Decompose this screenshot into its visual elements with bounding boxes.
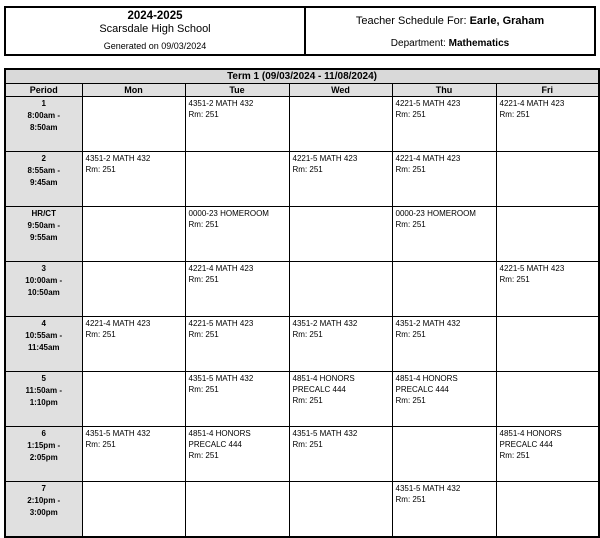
- room-text: Rm: 251: [395, 110, 426, 119]
- class-cell: [496, 317, 599, 372]
- class-cell: [289, 317, 392, 372]
- room-text: Rm: 251: [188, 451, 219, 460]
- period-row: [5, 152, 599, 207]
- period-start-time: 11:50am -: [25, 386, 62, 395]
- period-label: 6: [41, 429, 46, 438]
- period-row: [5, 427, 599, 482]
- period-start-time: 8:55am -: [27, 166, 60, 175]
- period-start-time: 2:10pm -: [27, 496, 61, 505]
- room-text: Rm: 251: [85, 330, 116, 339]
- class-cell: [82, 207, 185, 262]
- class-cell: [82, 97, 185, 152]
- course-text: 4221-5 MATH 423: [292, 154, 358, 163]
- period-start-time: 8:00am -: [27, 111, 60, 120]
- course-text: 4351-2 MATH 432: [188, 99, 254, 108]
- class-cell: [289, 97, 392, 152]
- class-cell: [392, 317, 496, 372]
- class-cell: [289, 262, 392, 317]
- course-text: 4221-4 MATH 423: [395, 154, 461, 163]
- period-cell: [5, 262, 82, 317]
- course-text: 4351-2 MATH 432: [395, 319, 461, 328]
- class-cell: [289, 372, 392, 427]
- period-end-time: 3:00pm: [29, 508, 58, 517]
- class-cell: [289, 152, 392, 207]
- course-text: 4221-5 MATH 423: [499, 264, 565, 273]
- period-label: 7: [41, 484, 46, 493]
- class-cell: [289, 482, 392, 538]
- class-cell: [185, 427, 289, 482]
- period-cell: [5, 97, 82, 152]
- class-cell: [185, 262, 289, 317]
- course-text: 4851-4 HONORS: [499, 429, 562, 438]
- class-cell: [289, 427, 392, 482]
- column-header-fri: Fri: [496, 84, 599, 97]
- school-year: 2024-2025: [127, 10, 183, 22]
- period-row: [5, 317, 599, 372]
- course-text: 4851-4 HONORS: [395, 374, 458, 383]
- period-label: 1: [41, 99, 46, 108]
- period-end-time: 9:45am: [29, 178, 58, 187]
- period-label: 4: [41, 319, 46, 328]
- class-cell: [496, 372, 599, 427]
- course-text: 4221-5 MATH 423: [395, 99, 461, 108]
- period-end-time: 1:10pm: [29, 398, 58, 407]
- course-text: 4351-5 MATH 432: [395, 484, 461, 493]
- room-text: Rm: 251: [395, 220, 426, 229]
- course-text: 4851-4 HONORS: [188, 429, 251, 438]
- course-text: PRECALC 444: [188, 440, 242, 449]
- class-cell: [82, 262, 185, 317]
- room-text: Rm: 251: [395, 396, 426, 405]
- room-text: Rm: 251: [188, 110, 219, 119]
- course-text: 4351-5 MATH 432: [292, 429, 358, 438]
- class-cell: [185, 372, 289, 427]
- class-cell: [82, 372, 185, 427]
- period-start-time: 9:50am -: [27, 221, 60, 230]
- column-header-mon: Mon: [82, 84, 185, 97]
- course-text: 0000-23 HOMEROOM: [188, 209, 269, 218]
- room-text: Rm: 251: [499, 275, 530, 284]
- class-cell: [392, 207, 496, 262]
- class-cell: [496, 427, 599, 482]
- course-text: 4221-4 MATH 423: [188, 264, 254, 273]
- period-cell: [5, 427, 82, 482]
- course-text: 4351-5 MATH 432: [85, 429, 151, 438]
- period-end-time: 2:05pm: [29, 453, 58, 462]
- class-cell: [392, 372, 496, 427]
- room-text: Rm: 251: [395, 330, 426, 339]
- column-header-thu: Thu: [392, 84, 496, 97]
- period-label: 3: [41, 264, 46, 273]
- room-text: Rm: 251: [292, 330, 323, 339]
- room-text: Rm: 251: [188, 275, 219, 284]
- class-cell: [185, 207, 289, 262]
- column-header-period: Period: [5, 84, 82, 97]
- period-cell: [5, 372, 82, 427]
- period-label: 2: [41, 154, 46, 163]
- generated-date: Generated on 09/03/2024: [103, 41, 207, 51]
- period-end-time: 8:50am: [29, 123, 58, 132]
- class-cell: [185, 152, 289, 207]
- course-text: 4351-2 MATH 432: [292, 319, 358, 328]
- period-row: [5, 207, 599, 262]
- class-cell: [82, 427, 185, 482]
- period-end-time: 10:50am: [27, 288, 60, 297]
- class-cell: [82, 317, 185, 372]
- column-header-tue: Tue: [185, 84, 289, 97]
- room-text: Rm: 251: [188, 385, 219, 394]
- period-start-time: 10:00am -: [25, 276, 63, 285]
- class-cell: [496, 152, 599, 207]
- period-start-time: 1:15pm -: [27, 441, 61, 450]
- room-text: Rm: 251: [188, 330, 219, 339]
- room-text: Rm: 251: [292, 396, 323, 405]
- room-text: Rm: 251: [188, 220, 219, 229]
- period-row: [5, 262, 599, 317]
- class-cell: [496, 207, 599, 262]
- room-text: Rm: 251: [499, 110, 530, 119]
- department-line: [306, 37, 594, 50]
- department-label: Department:: [390, 38, 446, 49]
- course-text: PRECALC 444: [395, 385, 449, 394]
- column-header-wed: Wed: [289, 84, 392, 97]
- room-text: Rm: 251: [499, 451, 530, 460]
- room-text: Rm: 251: [292, 440, 323, 449]
- class-cell: [185, 482, 289, 538]
- class-cell: [82, 152, 185, 207]
- period-label: 5: [41, 374, 46, 383]
- class-cell: [82, 482, 185, 538]
- term-header: Term 1 (09/03/2024 - 11/08/2024): [5, 69, 599, 84]
- course-text: 4851-4 HONORS: [292, 374, 355, 383]
- teacher-info-box: [306, 6, 596, 56]
- class-cell: [185, 317, 289, 372]
- period-row: [5, 482, 599, 538]
- course-text: PRECALC 444: [499, 440, 553, 449]
- course-text: 4351-2 MATH 432: [85, 154, 151, 163]
- course-text: 4351-5 MATH 432: [188, 374, 254, 383]
- period-cell: [5, 482, 82, 538]
- class-cell: [392, 427, 496, 482]
- room-text: Rm: 251: [292, 165, 323, 174]
- school-info-box: [4, 6, 306, 56]
- period-end-time: 11:45am: [27, 343, 60, 352]
- course-text: 0000-23 HOMEROOM: [395, 209, 476, 218]
- class-cell: [496, 482, 599, 538]
- class-cell: [496, 97, 599, 152]
- period-cell: [5, 207, 82, 262]
- school-name: Scarsdale High School: [99, 23, 211, 35]
- period-end-time: 9:55am: [29, 233, 58, 242]
- class-cell: [496, 262, 599, 317]
- room-text: Rm: 251: [85, 165, 116, 174]
- room-text: Rm: 251: [395, 165, 426, 174]
- period-label: HR/CT: [31, 209, 56, 218]
- class-cell: [392, 482, 496, 538]
- class-cell: [392, 262, 496, 317]
- room-text: Rm: 251: [395, 495, 426, 504]
- period-cell: [5, 152, 82, 207]
- period-row: [5, 372, 599, 427]
- class-cell: [185, 97, 289, 152]
- teacher-name: Earle, Graham: [469, 15, 545, 27]
- room-text: Rm: 251: [85, 440, 116, 449]
- course-text: 4221-4 MATH 423: [85, 319, 151, 328]
- period-row: [5, 97, 599, 152]
- teacher-label: Teacher Schedule For:: [355, 15, 467, 27]
- course-text: 4221-5 MATH 423: [188, 319, 254, 328]
- teacher-line: [306, 14, 594, 28]
- class-cell: [289, 207, 392, 262]
- class-cell: [392, 152, 496, 207]
- course-text: 4221-4 MATH 423: [499, 99, 565, 108]
- department-name: Mathematics: [448, 38, 510, 49]
- schedule-table: [4, 68, 600, 538]
- period-cell: [5, 317, 82, 372]
- class-cell: [392, 97, 496, 152]
- course-text: PRECALC 444: [292, 385, 346, 394]
- period-start-time: 10:55am -: [25, 331, 63, 340]
